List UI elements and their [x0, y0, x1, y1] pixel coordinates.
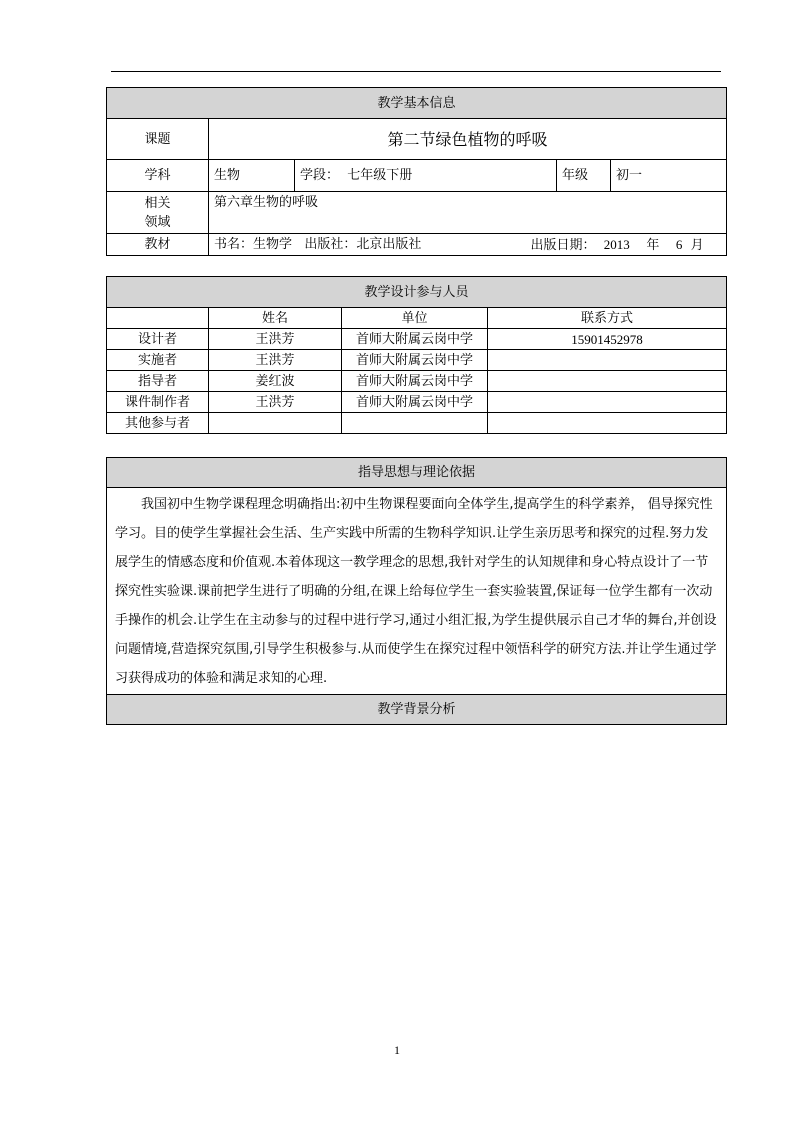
participants-table: [106, 276, 727, 434]
contact-cell: [488, 392, 727, 413]
pub-month: 6: [675, 237, 683, 252]
month-unit: 月: [690, 238, 704, 253]
field-label-line2: 领域: [144, 214, 171, 230]
book-name: 书名：生物学: [214, 237, 293, 252]
guiding-paragraph: 我国初中生物学课程理念明确指出:初中生物课程要面向全体学生,提高学生的科学素养， 倡导探究性学习。目的使学生掌握社会生活、生产实践中所需的生物科学知识.让学生亲历思考和探究的过程.努力发展学生的情感态度和价值观.本着体现这一教学理念的思想,我针对学生的认知规律和身心特点设计了一节探究性实验课.课前把学生进行了明确的分组,在课上给每位学生一套实验装置,保证每一位学生都有一次动手操作的机会.让学生在主动参与的过程中进行学习,通过小组汇报,为学生提供展示自己才华的舞台,并创设问题情境,营造探究氛围,引导学生积极参与.从而使学生在探究过程中领悟科学的研究方法.并让学生通过学习获得成功的体验和满足求知的心理.: [107, 488, 727, 695]
column-header: 联系方式: [488, 308, 727, 329]
guiding-header: 指导思想与理论依据: [107, 458, 727, 488]
name-cell: 王洪芳: [209, 329, 342, 350]
contact-cell: [488, 371, 727, 392]
role-cell: 课件制作者: [107, 392, 209, 413]
column-header: 单位: [342, 308, 488, 329]
textbook-label: 教材: [107, 234, 209, 256]
pub-year: 2013: [603, 237, 630, 252]
unit-cell: 首师大附属云岗中学: [342, 371, 488, 392]
pub-date-label: 出版日期：: [530, 238, 596, 253]
unit-cell: 首师大附属云岗中学: [342, 329, 488, 350]
table-row: [107, 329, 727, 350]
column-header: [107, 308, 209, 329]
grade-label: 年级: [557, 160, 611, 192]
field-value: 第六章生物的呼吸: [209, 192, 727, 234]
role-cell: 其他参与者: [107, 413, 209, 434]
contact-cell: [488, 350, 727, 371]
unit-cell: 首师大附属云岗中学: [342, 392, 488, 413]
unit-cell: [342, 413, 488, 434]
table-row: [107, 371, 727, 392]
table-row: [107, 350, 727, 371]
textbook-cell: [209, 234, 727, 256]
column-header: 姓名: [209, 308, 342, 329]
unit-cell: 首师大附属云岗中学: [342, 350, 488, 371]
subject-label: 学科: [107, 160, 209, 192]
role-cell: 实施者: [107, 350, 209, 371]
basic-info-header: 教学基本信息: [107, 88, 727, 119]
basic-info-table: [106, 87, 727, 256]
grade-value: 初一: [611, 160, 727, 192]
pub-date: [531, 237, 704, 253]
role-cell: 设计者: [107, 329, 209, 350]
page-number: 1: [394, 1043, 400, 1057]
stage-value: 七年级下册: [347, 168, 413, 183]
table-row: [107, 392, 727, 413]
year-unit: 年: [646, 238, 660, 253]
stage-cell: [295, 160, 557, 192]
header-rule: [111, 71, 721, 72]
participants-header: 教学设计参与人员: [107, 277, 727, 308]
contact-cell: [488, 413, 727, 434]
contact-cell: 15901452978: [488, 329, 727, 350]
name-cell: [209, 413, 342, 434]
name-cell: 王洪芳: [209, 350, 342, 371]
guiding-table: [106, 457, 727, 725]
name-cell: 王洪芳: [209, 392, 342, 413]
subject-value: 生物: [209, 160, 295, 192]
table-row: [107, 413, 727, 434]
topic-label: 课题: [107, 119, 209, 160]
field-label-line1: 相关: [144, 195, 171, 211]
role-cell: 指导者: [107, 371, 209, 392]
stage-label: 学段：: [300, 168, 340, 183]
topic-value: 第二节绿色植物的呼吸: [209, 119, 727, 160]
field-label: [107, 192, 209, 234]
publisher: 出版社：北京出版社: [304, 237, 422, 252]
background-header: 教学背景分析: [107, 695, 727, 725]
name-cell: 姜红波: [209, 371, 342, 392]
